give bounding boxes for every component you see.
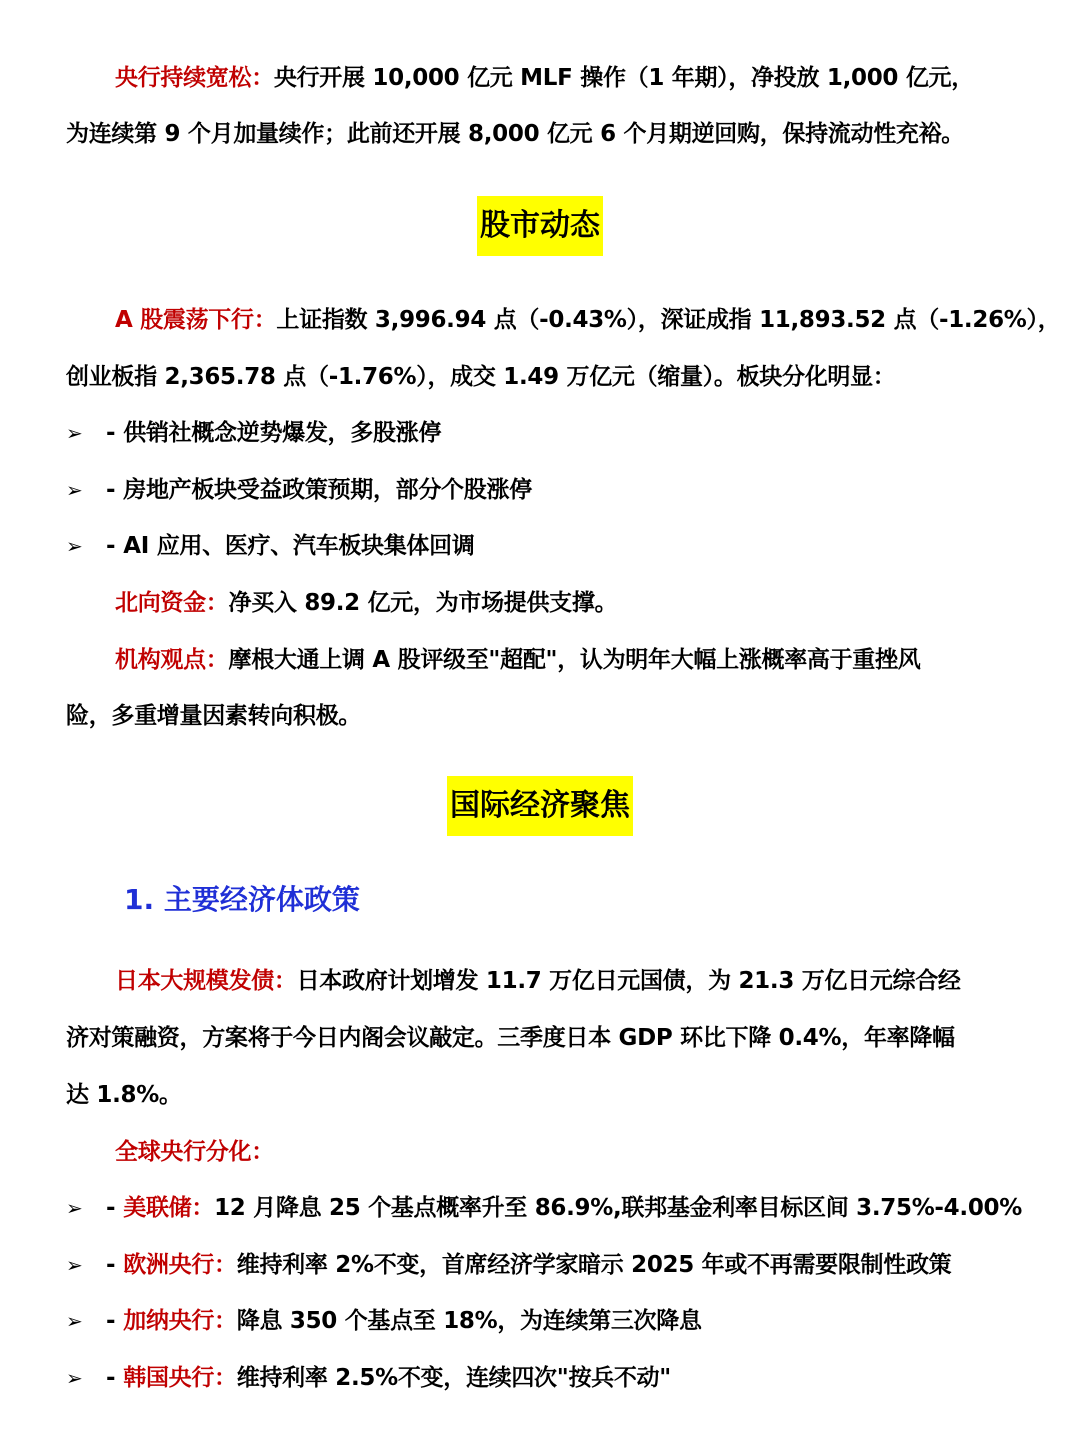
japan-line-1 <box>115 965 1020 997</box>
pboc-line-2: 为连续第 9 个月加量续作；此前还开展 8,000 亿元 6 个月期逆回购，保持流动性充裕。 <box>66 121 965 147</box>
bank-text: 维持利率 2%不变，首席经济学家暗示 2025 年或不再需要限制性政策 <box>236 1252 952 1278</box>
pboc-line-1 <box>115 62 1020 94</box>
list-item <box>66 1192 1020 1224</box>
institution-text-1: 摩根大通上调 A 股评级至"超配"，认为明年大幅上涨概率高于重挫风 <box>228 647 921 673</box>
bank-name: 欧洲央行： <box>123 1252 237 1278</box>
japan-label: 日本大规模发债： <box>115 968 297 994</box>
arrow-bullet-icon: ➢ <box>66 421 83 445</box>
a-share-text-1: 上证指数 3,996.94 点（-0.43%），深证成指 11,893.52 点（-1.26%）， <box>276 307 1061 333</box>
sector-bullet-text: 供销社概念逆势爆发，多股涨停 <box>123 420 442 446</box>
sector-bullet-text: 房地产板块受益政策预期，部分个股涨停 <box>123 477 532 503</box>
list-item <box>66 1305 1020 1337</box>
bank-name: 韩国央行： <box>123 1365 237 1391</box>
stock-section-title-text: 股市动态 <box>477 196 603 256</box>
institution-line-1 <box>115 644 1020 676</box>
a-share-line-2: 创业板指 2,365.78 点（-1.76%），成交 1.49 万亿元（缩量）。板块分化明显： <box>66 364 896 390</box>
central-banks-label: 全球央行分化： <box>115 1139 274 1165</box>
dash: - <box>106 1252 116 1278</box>
intl-section-title <box>0 776 1080 836</box>
northbound-line <box>115 587 1020 619</box>
list-item <box>66 1249 1020 1281</box>
dash: - <box>106 1195 116 1221</box>
dash: - <box>106 477 116 503</box>
dash: - <box>106 533 116 559</box>
stock-section-title <box>0 196 1080 256</box>
a-share-line-1 <box>115 304 1061 336</box>
bank-name: 加纳央行： <box>123 1308 237 1334</box>
dash: - <box>106 420 116 446</box>
bank-text: 维持利率 2.5%不变，连续四次"按兵不动" <box>236 1365 671 1391</box>
northbound-text: 净买入 89.2 亿元，为市场提供支撑。 <box>228 590 618 616</box>
bank-text: 12 月降息 25 个基点概率升至 86.9%,联邦基金利率目标区间 3.75%-4.00% <box>214 1195 1022 1221</box>
japan-line-3: 达 1.8%。 <box>66 1082 182 1108</box>
northbound-label: 北向资金： <box>115 590 229 616</box>
arrow-bullet-icon: ➢ <box>66 1253 83 1277</box>
pboc-text-1: 央行开展 10,000 亿元 MLF 操作（1 年期），净投放 1,000 亿元， <box>273 65 974 91</box>
bank-name: 美联储： <box>123 1195 215 1221</box>
institution-line-2: 险，多重增量因素转向积极。 <box>66 703 362 729</box>
arrow-bullet-icon: ➢ <box>66 478 83 502</box>
list-item <box>66 474 1020 506</box>
japan-text-1: 日本政府计划增发 11.7 万亿日元国债，为 21.3 万亿日元综合经 <box>296 968 961 994</box>
pboc-label: 央行持续宽松： <box>115 65 274 91</box>
list-item <box>66 1362 1020 1394</box>
arrow-bullet-icon: ➢ <box>66 1309 83 1333</box>
intl-section-title-text: 国际经济聚焦 <box>447 776 633 836</box>
japan-line-2: 济对策融资，方案将于今日内阁会议敲定。三季度日本 GDP 环比下降 0.4%，年率降幅 <box>66 1025 955 1051</box>
a-share-label: A 股震荡下行： <box>115 307 277 333</box>
sector-bullet-text: AI 应用、医疗、汽车板块集体回调 <box>123 533 475 559</box>
dash: - <box>106 1308 116 1334</box>
arrow-bullet-icon: ➢ <box>66 1366 83 1390</box>
list-item <box>66 530 1020 562</box>
sub-heading: 1. 主要经济体政策 <box>124 883 360 916</box>
arrow-bullet-icon: ➢ <box>66 534 83 558</box>
institution-label: 机构观点： <box>115 647 229 673</box>
list-item <box>66 417 1020 449</box>
bank-text: 降息 350 个基点至 18%，为连续第三次降息 <box>236 1308 702 1334</box>
arrow-bullet-icon: ➢ <box>66 1196 83 1220</box>
dash: - <box>106 1365 116 1391</box>
